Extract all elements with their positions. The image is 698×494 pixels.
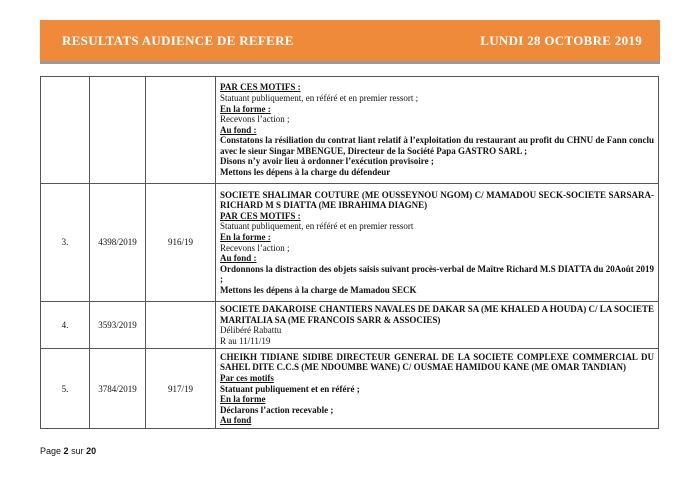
results-table-body [41,77,659,429]
ruling-text-line: Délibéré Rabattu [220,325,282,336]
cell-case-no: 3593/2019 [90,302,146,349]
header-banner [40,20,660,64]
ruling-text-line: R au 11/11/19 [220,335,271,346]
footer-page-label: Page [40,446,62,456]
results-table [40,76,659,429]
header-title-left: RESULTATS AUDIENCE DE REFERE [62,32,294,48]
cell-ruling-no: 917/19 [146,349,216,429]
cell-ruling-detail [216,77,659,184]
ruling-text-line: En la forme [220,394,266,405]
ruling-text-line: PAR CES MOTIFS : [220,210,301,221]
ruling-text-line: CHEIKH TIDIANE SIDIBE DIRECTEUR GENERAL DE LA SOCIETE COMPLEXE COMMERCIAL DU SAHEL DITE C.C.S (ME NDOUMBE WANE) C/ OUSMAE HAMIDOU KANE (ME OMAR TANDIAN) [220,351,654,373]
cell-case-no: 3784/2019 [90,349,146,429]
ruling-text-line: Constatons la résiliation du contrat liant relatif à l’exploitation du restaurant au profit du CHNU de Fann conclu avec le sieur Singar MBENGUE, Directeur de la Société Papa GASTRO SARL ; [220,135,654,156]
cell-case-no [90,77,146,184]
ruling-text-line: En la forme : [220,231,271,242]
ruling-text-line: Recevons l’action ; [220,114,290,125]
cell-number: 3. [41,184,90,302]
cell-number [41,77,90,184]
ruling-text-line: Statuant publiquement, en référé et en premier ressort ; [220,92,419,103]
table-row [41,302,659,349]
footer-page-current: 2 [63,446,69,456]
ruling-text-line: Au fond : [220,253,257,264]
ruling-text-line: SOCIETE DAKAROISE CHANTIERS NAVALES DE DAKAR SA (ME KHALED A HOUDA) C/ LA SOCIETE MARITALIA SA (ME FRANCOIS SARR & ASSOCIES) [220,304,655,325]
cell-ruling-no: 916/19 [146,184,216,302]
ruling-text-line: Ordonnons la distraction des objets saisis suivant procès-verbal de Maître Richard M.S DIATTA du 20Août 2019 ; [220,263,654,285]
table-row [41,349,659,429]
ruling-text-line: Disons n’y avoir lieu à ordonner l’exécution provisoire ; [220,156,434,167]
cell-number: 4. [41,302,90,349]
ruling-text-line: Statuant publiquement et en référé ; [220,383,360,394]
page-footer [40,446,96,456]
ruling-text-line: En la forme : [220,103,271,114]
cell-case-no: 4398/2019 [90,184,146,302]
table-row [41,77,659,184]
ruling-text-line: Par ces motifs [220,372,274,383]
ruling-text-line: Recevons l’action ; [220,242,290,253]
header-title-right: LUNDI 28 OCTOBRE 2019 [480,32,642,48]
ruling-text-line: PAR CES MOTIFS : [220,82,301,93]
cell-number: 5. [41,349,90,429]
ruling-text-line: Statuant publiquement, en référé et en premier ressort [220,221,414,232]
ruling-text-line: Mettons les dépens à la charge de Mamadou SECK [220,284,417,295]
footer-page-total: 20 [86,446,97,456]
cell-ruling-detail [216,302,659,349]
ruling-text-line: Mettons les dépens à la charge du défendeur [220,167,391,178]
cell-ruling-no [146,302,216,349]
ruling-text-line: Déclarons l’action recevable ; [220,404,334,415]
table-row [41,184,659,302]
ruling-text-line: Au fond : [220,124,257,135]
footer-page-sep: sur [71,446,84,456]
cell-ruling-detail [216,349,659,429]
cell-ruling-no [146,77,216,184]
ruling-text-line: SOCIETE SHALIMAR COUTURE (ME OUSSEYNOU NGOM) C/ MAMADOU SECK-SOCIETE SARSARA-RICHARD M S DIATTA (ME IBRAHIMA DIAGNE) [220,189,654,211]
ruling-text-line: Au fond [220,415,252,426]
cell-ruling-detail [216,184,659,302]
